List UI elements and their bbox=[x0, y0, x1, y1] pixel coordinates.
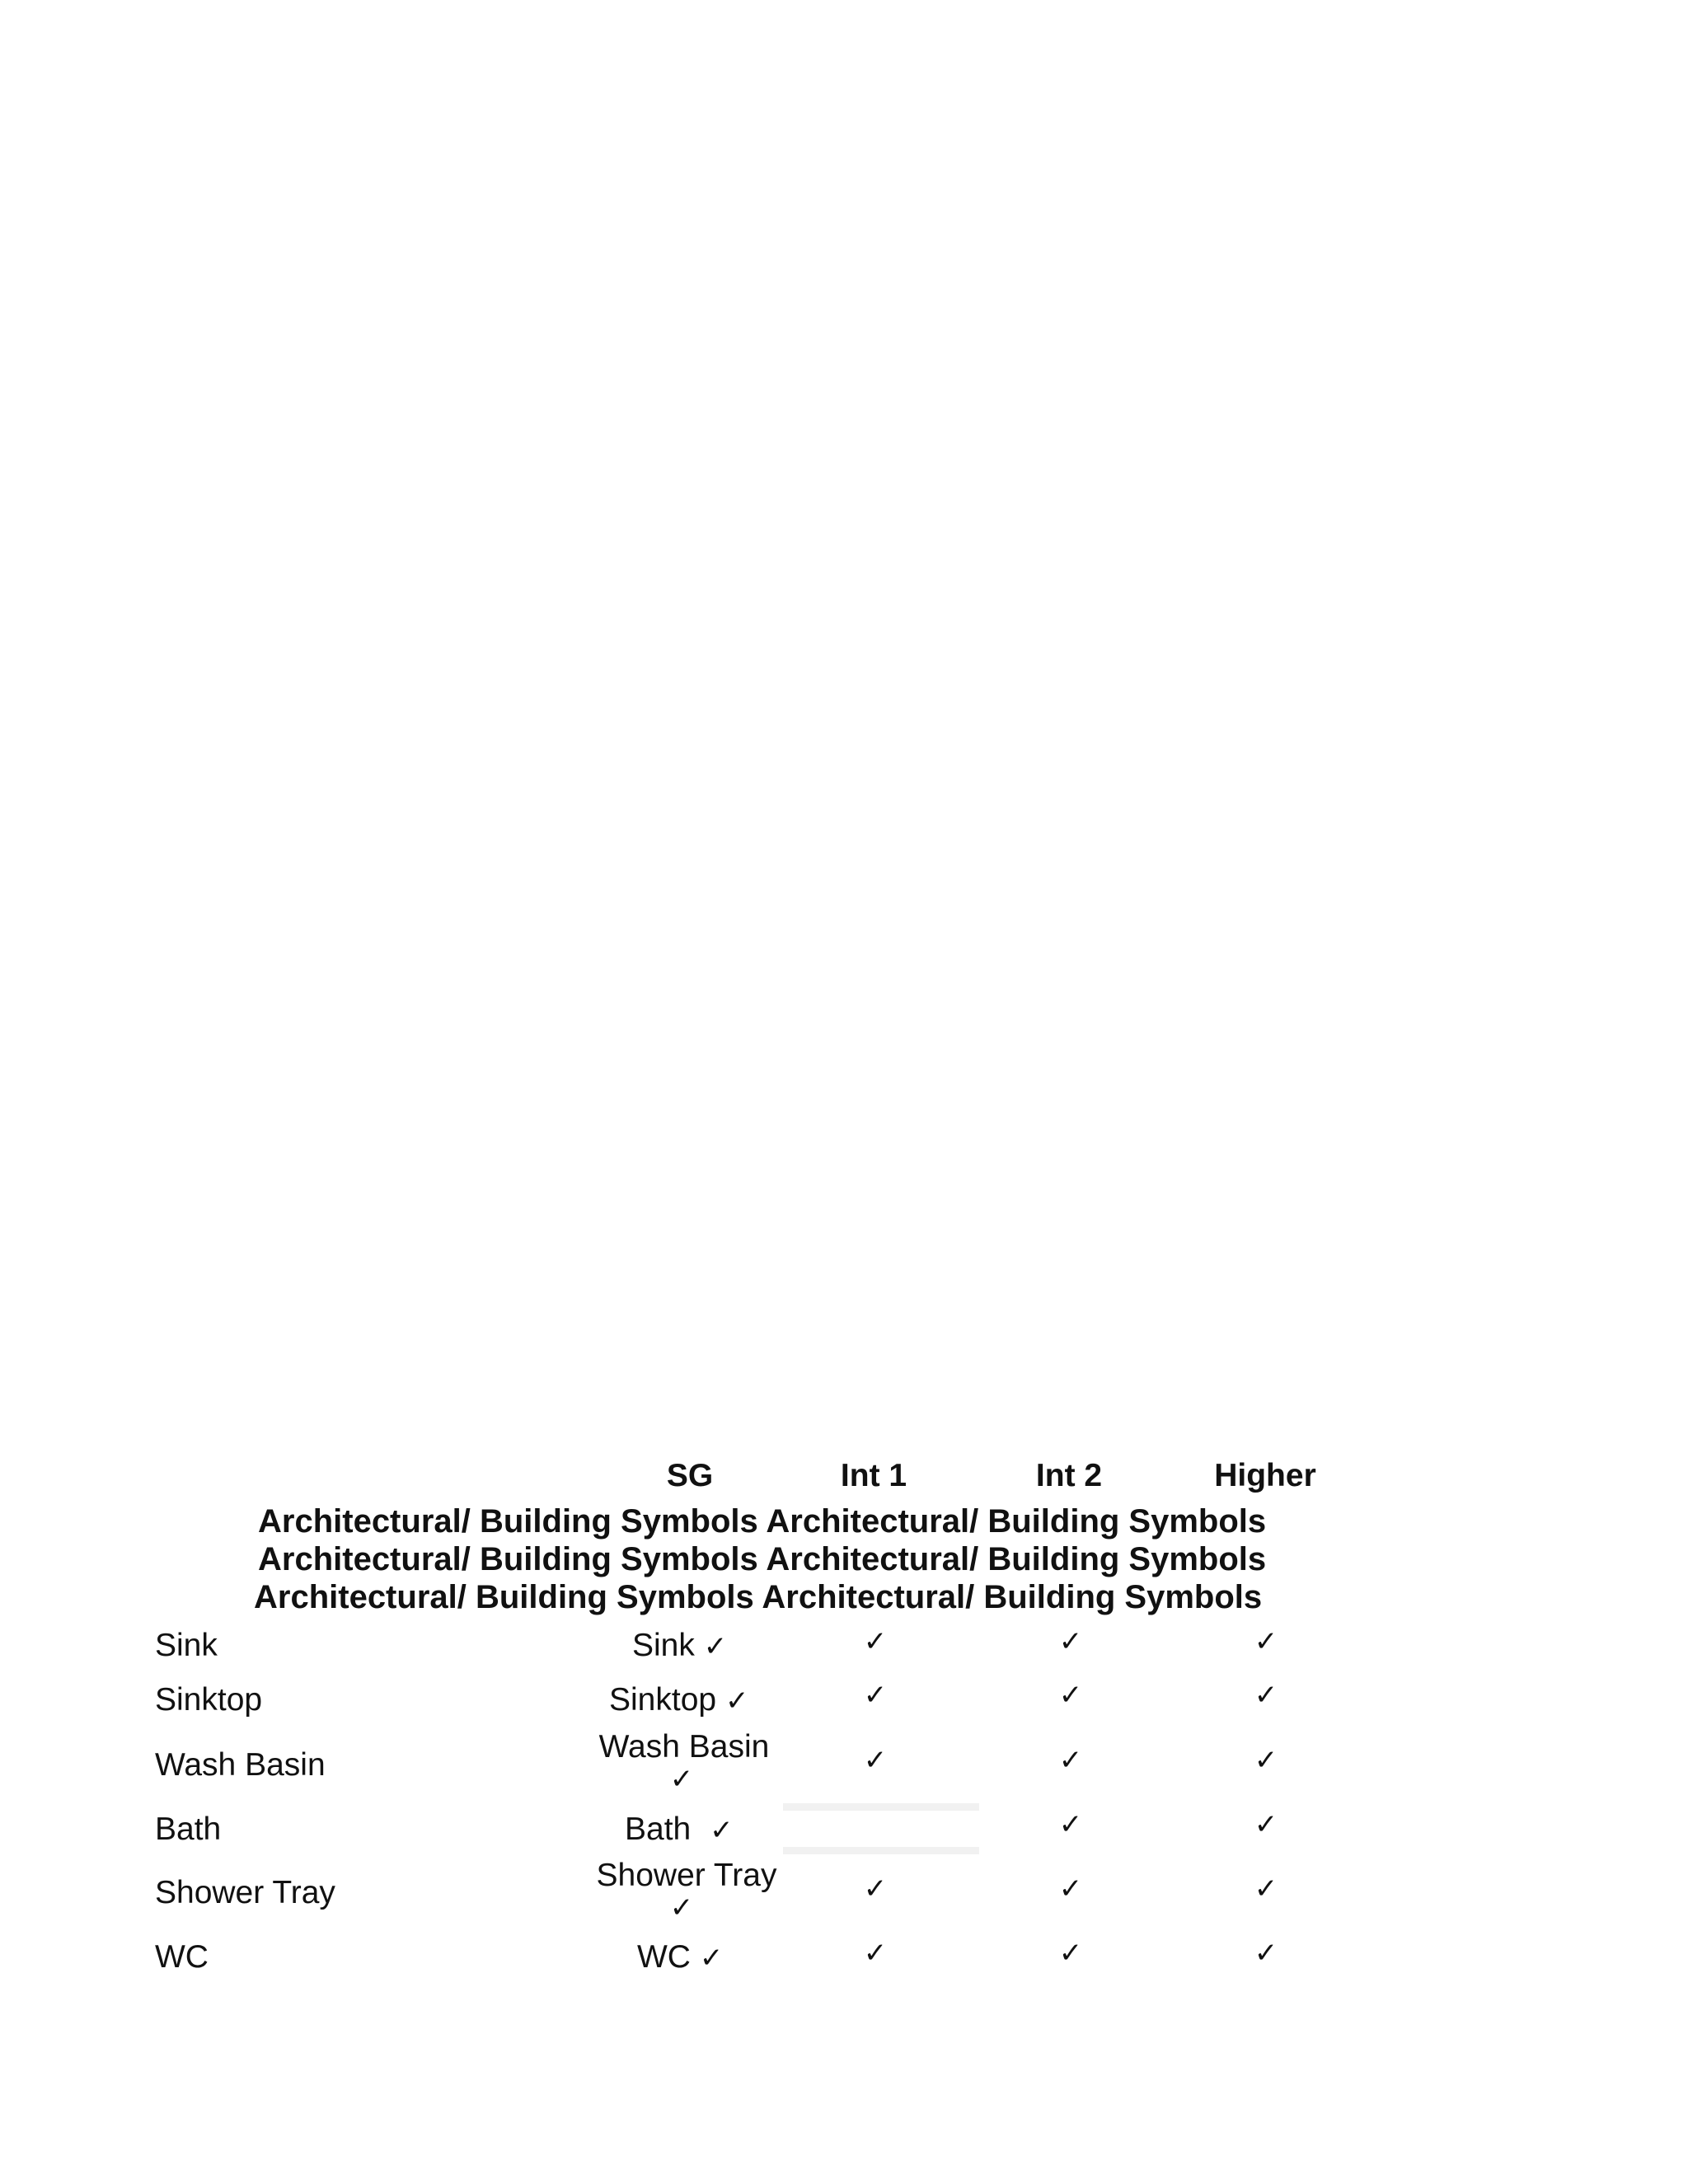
sg-cell-text: Wash Basin bbox=[598, 1729, 770, 1765]
check-icon: ✓ bbox=[1058, 1679, 1083, 1712]
sg-cell-text: Shower Tray bbox=[596, 1858, 777, 1893]
empty-cell-int1 bbox=[783, 1803, 979, 1854]
check-icon: ✓ bbox=[1254, 1937, 1278, 1970]
check-icon: ✓ bbox=[1254, 1744, 1278, 1777]
column-header-higher: Higher bbox=[1214, 1458, 1316, 1493]
check-icon: ✓ bbox=[669, 1891, 694, 1924]
sg-cell-text: Bath bbox=[625, 1811, 692, 1847]
sg-cell-shower-tray bbox=[592, 1857, 781, 1895]
check-icon: ✓ bbox=[724, 1685, 749, 1718]
sg-cell-sink bbox=[632, 1627, 727, 1666]
row-label-sinktop: Sinktop bbox=[155, 1682, 263, 1718]
row-label-wash-basin: Wash Basin bbox=[155, 1747, 326, 1783]
sg-cell-bath bbox=[625, 1811, 734, 1849]
sg-cell-text: Sinktop bbox=[609, 1682, 717, 1718]
check-icon: ✓ bbox=[669, 1763, 694, 1796]
row-label-shower-tray: Shower Tray bbox=[155, 1875, 335, 1910]
check-icon: ✓ bbox=[1254, 1625, 1278, 1658]
check-icon: ✓ bbox=[863, 1625, 888, 1658]
column-header-sg: SG bbox=[666, 1458, 714, 1493]
check-icon: ✓ bbox=[863, 1679, 888, 1712]
section-heading-line: Architectural/ Building Symbols Architectural/ Building Symbols bbox=[258, 1541, 1267, 1577]
check-icon: ✓ bbox=[863, 1872, 888, 1905]
sg-cell-text: WC bbox=[637, 1939, 691, 1975]
sg-cell-wash-basin bbox=[593, 1728, 775, 1766]
check-icon: ✓ bbox=[1254, 1808, 1278, 1841]
check-icon: ✓ bbox=[699, 1942, 724, 1975]
check-icon: ✓ bbox=[1058, 1744, 1083, 1777]
check-icon: ✓ bbox=[1058, 1625, 1083, 1658]
check-icon: ✓ bbox=[1058, 1872, 1083, 1905]
check-icon: ✓ bbox=[863, 1937, 888, 1970]
check-icon: ✓ bbox=[863, 1744, 888, 1777]
row-label-wc: WC bbox=[155, 1939, 209, 1975]
check-icon: ✓ bbox=[703, 1630, 728, 1663]
section-heading-line: Architectural/ Building Symbols Architectural/ Building Symbols bbox=[258, 1503, 1267, 1540]
section-heading-line: Architectural/ Building Symbols Architectural/ Building Symbols bbox=[254, 1579, 1263, 1615]
sg-cell-text: Sink bbox=[632, 1628, 695, 1663]
check-icon: ✓ bbox=[710, 1814, 734, 1847]
sg-cell-sinktop bbox=[609, 1681, 748, 1720]
column-header-int1: Int 1 bbox=[840, 1458, 907, 1493]
sg-cell-wc bbox=[637, 1938, 723, 1977]
check-icon: ✓ bbox=[1254, 1679, 1278, 1712]
row-label-sink: Sink bbox=[155, 1628, 218, 1663]
check-icon: ✓ bbox=[1058, 1808, 1083, 1841]
check-icon: ✓ bbox=[1058, 1937, 1083, 1970]
check-icon: ✓ bbox=[1254, 1872, 1278, 1905]
column-header-int2: Int 2 bbox=[1035, 1458, 1103, 1493]
row-label-bath: Bath bbox=[155, 1811, 222, 1847]
